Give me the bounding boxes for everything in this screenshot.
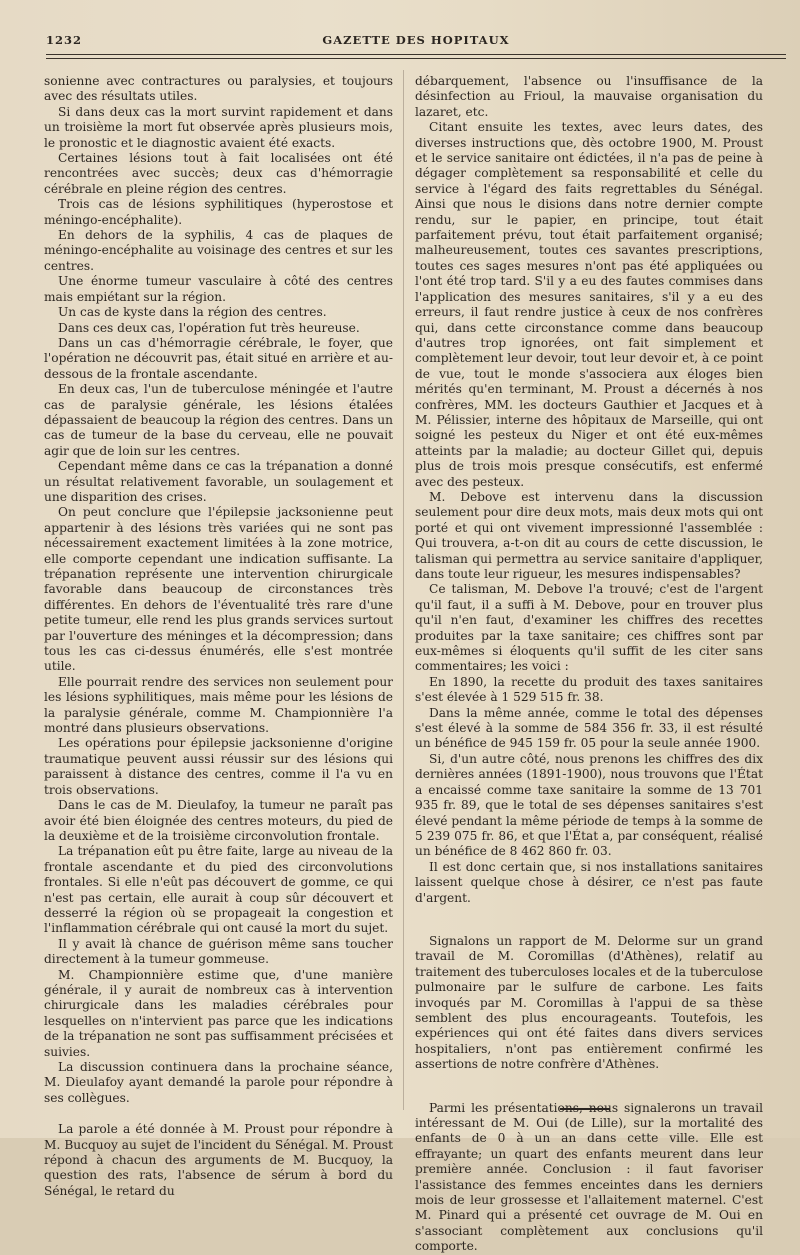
end-ornament — [560, 1108, 610, 1111]
paragraph: débarquement, l'absence ou l'insuffisance de la désinfection au Frioul, la mauvaise organisation du lazaret, etc. — [415, 74, 763, 119]
paragraph: M. Championnière estime que, d'une manière générale, il y aurait de nombreux cas à intervention chirurgicale dans les maladies cérébrales pour lesquelles on n'intervient pas parce que les indications de la trépanation ne sont pas suffisamment précisées et suivies. — [44, 967, 393, 1059]
column-divider — [403, 70, 404, 1110]
paragraph: En deux cas, l'un de tuberculose méningée et l'autre cas de paralysie générale, les lésions étalées dépassaient de beaucoup la région des centres. Dans un cas de tumeur de la base du cerveau, elle ne pouvait agir que de loin sur les centres. — [44, 382, 393, 458]
paragraph: Il y avait là chance de guérison même sans toucher directement à la tumeur gommeuse. — [44, 936, 393, 967]
paragraph: En dehors de la syphilis, 4 cas de plaques de méningo-encéphalite au voisinage des centres et sur les centres. — [44, 228, 393, 273]
page-header — [46, 33, 786, 51]
paragraph: Cependant même dans ce cas la trépanation a donné un résultat relativement favorable, un soulagement et une disparition des crises. — [44, 459, 393, 504]
header-rule-bottom — [46, 58, 786, 59]
paragraph: Si, d'un autre côté, nous prenons les chiffres des dix dernières années (1891-1900), nous trouvons que l'État a encaissé comme taxe sanitaire la somme de 13 701 935 fr. 89, que le total de ses dépenses sanitaires s'est élevé pendant la même période de temps à la somme de 5 239 075 fr. 86, et que l'État a, par conséquent, réalisé un bénéfice de 8 462 860 fr. 03. — [415, 751, 763, 859]
paragraph: Les opérations pour épilepsie jacksonienne d'origine traumatique peuvent aussi réussir sur des lésions qui paraissent à distance des centres, comme il l'a vu en trois observations. — [44, 736, 393, 797]
paragraph: Elle pourrait rendre des services non seulement pour les lésions syphilitiques, mais même pour les lésions de la paralysie générale, comme M. Championnière l'a montré dans plusieurs observations. — [44, 674, 393, 736]
paragraph: Dans un cas d'hémorragie cérébrale, le foyer, que l'opération ne découvrit pas, était situé en arrière et au-dessous de la frontale ascendante. — [44, 335, 393, 381]
paragraph: On peut conclure que l'épilepsie jacksonienne peut appartenir à des lésions très variées qui ne sont pas nécessairement exactement limitées à la zone motrice, elle comporte cependant une indication suffisante. La trépanation représente une intervention chirurgicale favorable dans beaucoup de circonstances très différentes. En dehors de l'éventualité très rare d'une petite tumeur, elle rend les plus grands services surtout par l'ouverture des méninges et la décompression; dans tous les cas ci-dessus énumérés, elle s'est montrée utile. — [44, 505, 393, 674]
paragraph: Certaines lésions tout à fait localisées ont été rencontrées avec succès; deux cas d'hémorragie cérébrale en pleine région des centres. — [44, 151, 393, 196]
journal-title: GAZETTE DES HOPITAUX — [322, 33, 510, 47]
paragraph: La discussion continuera dans la prochaine séance, M. Dieulafoy ayant demandé la parole pour répondre à ses collègues. — [44, 1060, 393, 1105]
paragraph: Dans la même année, comme le total des dépenses s'est élevé à la somme de 584 356 fr. 33, il est résulté un bénéfice de 945 159 fr. 05 pour la seule année 1900. — [415, 705, 763, 751]
paragraph: Signalons un rapport de M. Delorme sur un grand travail de M. Coromillas (d'Athènes), relatif au traitement des tuberculoses locales et de la tuberculose pulmonaire par le sulfure de carbone. Les faits invoqués par M. Coromillas à l'appui de sa thèse semblent des plus encourageants. Toutefois, les expériences qui ont été faites dans divers services hospitaliers, n'ont pas entièrement confirmé les assertions de notre confrère d'Athènes. — [415, 933, 763, 1072]
right-column — [415, 74, 763, 1255]
paragraph: Citant ensuite les textes, avec leurs dates, des diverses instructions que, dès octobre 1900, M. Proust et le service sanitaire ont édictées, il n'a pas de peine à dégager complètement sa responsabilité et celle du service à l'égard des faits regrettables du Sénégal. Ainsi que nous le disions dans notre dernier compte rendu, sur le papier, en principe, tout était parfaitement prévu, tout était parfaitement organisé; malheureusement, toutes ces savantes prescriptions, toutes ces sages mesures n'ont pas été appliquées ou l'ont été trop tard. S'il y a eu des fautes commises dans l'application des mesures sanitaires, s'il y a eu des erreurs, il faut rendre justice à ceux de nos confrères qui, dans cette circonstance comme dans beaucoup d'autres trop ignorées, ont fait simplement et complètement leur devoir, tout leur devoir et, à ce point de vue, tout le monde s'associera aux éloges bien mérités qu'en terminant, M. Proust a décernés à nos confrères, MM. les docteurs Gauthier et Jacques et à M. Pélissier, interne des hôpitaux de Marseille, qui ont soigné les pesteux du Niger et ont été eux-mêmes atteints par la maladie; au docteur Gillet qui, depuis plus de trois mois presque consécutifs, est enfermé avec des pesteux. — [415, 120, 763, 489]
paragraph: Dans le cas de M. Dieulafoy, la tumeur ne paraît pas avoir été bien éloignée des centres moteurs, du pied de la deuxième et de la troisième circonvolution frontale. — [44, 798, 393, 843]
paragraph: M. Debove est intervenu dans la discussion seulement pour dire deux mots, mais deux mots qui ont porté et qui ont vivement impressionné l'assemblée : Qui trouvera, a-t-on dit au cours de cette discussion, le talisman qui permettra au service sanitaire d'appliquer, dans toute leur rigueur, les mesures indispensables? — [415, 489, 763, 581]
paragraph: Une énorme tumeur vasculaire à côté des centres mais empiétant sur la région. — [44, 274, 393, 304]
paragraph: Parmi les présentations, nous signalerons un travail intéressant de M. Oui (de Lille), sur la mortalité des enfants de 0 à un an dans cette ville. Elle est effrayante; un quart des enfants meurent dans leur première année. Conclusion : il faut favoriser l'assistance des femmes enceintes dans les derniers mois de leur grossesse et l'allaitement maternel. C'est M. Pinard qui a présenté cet ouvrage de M. Oui en s'associant complètement aux conclusions qu'il comporte. — [415, 1100, 763, 1254]
paragraph: Trois cas de lésions syphilitiques (hyperostose et méningo-encéphalite). — [44, 197, 393, 227]
paragraph: La parole a été donnée à M. Proust pour répondre à M. Bucquoy au sujet de l'incident du Sénégal. M. Proust répond à chacun des arguments de M. Bucquoy, la question des rats, l'absence de sérum à bord du Sénégal, le retard du — [44, 1122, 393, 1198]
page-number: 1232 — [46, 33, 83, 47]
paragraph: Si dans deux cas la mort survint rapidement et dans un troisième la mort fut observée après plusieurs mois, le pronostic et le diagnostic avaient été exacts. — [44, 104, 393, 150]
paragraph: sonienne avec contractures ou paralysies, et toujours avec des résultats utiles. — [44, 74, 393, 104]
header-rule-top — [46, 54, 786, 55]
paragraph: En 1890, la recette du produit des taxes sanitaires s'est élevée à 1 529 515 fr. 38. — [415, 674, 763, 705]
paragraph: Un cas de kyste dans la région des centres. — [58, 305, 327, 320]
left-column — [44, 74, 393, 1199]
paragraph: La trépanation eût pu être faite, large au niveau de la frontale ascendante et du pied des circonvolutions frontales. Si elle n'eût pas découvert de gomme, ce qui n'est pas certain, elle aurait à coup sûr découvert et desserré la région où se propageait la congestion et l'inflammation cérébrale qui ont causé la mort du sujet. — [44, 844, 393, 936]
paragraph: Il est donc certain que, si nos installations sanitaires laissent quelque chose à désirer, ce n'est pas faute d'argent. — [415, 859, 763, 905]
paragraph: Ce talisman, M. Debove l'a trouvé; c'est de l'argent qu'il faut, il a suffi à M. Debove, pour en trouver plus qu'il n'en faut, d'examiner les chiffres des recettes produites par la taxe sanitaire; ces chiffres sont par eux-mêmes si éloquents qu'il suffit de les citer sans commentaires; les voici : — [415, 582, 763, 674]
paragraph: Dans ces deux cas, l'opération fut très heureuse. — [58, 320, 360, 335]
